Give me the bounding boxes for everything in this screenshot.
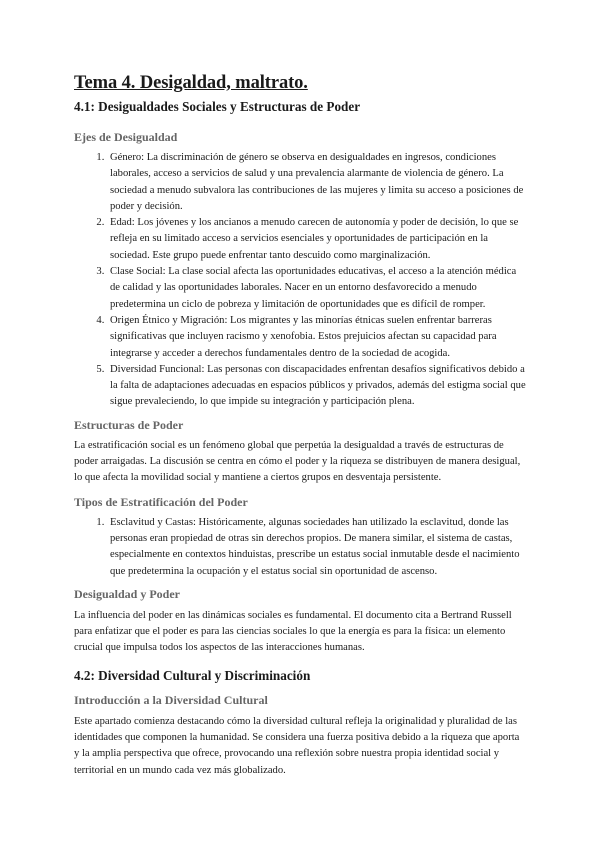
estructuras-paragraph: La estratificación social es un fenómeno global que perpetúa la desigualdad a través de estructuras de poder arraigadas. La discusión se centra en cómo el poder y la riqueza se distribuyen de manera desigual, lo que afecta la movilidad social y mantiene a ciertos grupos en desventaja persistente. bbox=[74, 439, 521, 484]
section-1-heading: 4.1: Desigualdades Sociales y Estructuras de Poder bbox=[74, 99, 361, 114]
list-item: 5. Diversidad Funcional: Las personas con discapacidades enfrentan desafíos significativos debido a la falta de adaptaciones adecuadas en espacios públicos y privados, además del estigma social que sigue prevaleciendo, lo que impide su integración y participación plena. bbox=[107, 362, 526, 411]
section-2-heading: 4.2: Diversidad Cultural y Discriminación bbox=[74, 667, 311, 683]
page-title: Tema 4. Desigaldad, maltrato. bbox=[74, 73, 308, 93]
ejes-heading: Ejes de Desigualdad bbox=[74, 130, 178, 144]
estructuras-heading: Estructuras de Poder bbox=[74, 417, 184, 432]
list-item: 1. Esclavitud y Castas: Históricamente, algunas sociedades han utilizado la esclavitud, donde las personas eran propiedad de otras sin derechos propios. De manera similar, el sistema de castas, especialmente en contextos hinduistas, prescribe un estatus social inmutable desde el nacimiento que predetermina la ocupación y el estatus social sin oportunidad de ascenso. bbox=[107, 515, 526, 580]
intro-heading: Introducción a la Diversidad Cultural bbox=[74, 692, 268, 707]
desigualdad-poder-paragraph: La influencia del poder en las dinámicas sociales es fundamental. El documento cita a Bertrand Russell para enfatizar que el poder es para las ciencias sociales lo que la energía es para la física: un elemento crucial que impulsa todos los aspectos de las interacciones humanas. bbox=[74, 609, 512, 654]
list-item: 3. Clase Social: La clase social afecta las oportunidades educativas, el acceso a la atención médica de calidad y las oportunidades laborales. Nacer en un entorno desfavorecido a menudo predetermina un ciclo de pobreza y limitación de oportunidades que es difícil de romper. bbox=[107, 264, 526, 313]
list-item: 4. Origen Étnico y Migración: Los migrantes y las minorías étnicas suelen enfrentar barreras significativas que incluyen racismo y xenofobia. Estos prejuicios afectan su capacidad para integrarse y acceder a derechos fundamentales dentro de la sociedad de acogida. bbox=[107, 313, 526, 362]
tipos-heading: Tipos de Estratificación del Poder bbox=[74, 494, 248, 509]
list-item: 2. Edad: Los jóvenes y los ancianos a menudo carecen de autonomía y poder de decisión, lo que se refleja en su limitado acceso a servicios esenciales y oportunidades de participación en la sociedad. Este grupo puede enfrentar tanto descuido como marginalización. bbox=[107, 215, 526, 264]
tipos-list bbox=[74, 515, 526, 580]
intro-paragraph: Este apartado comienza destacando cómo la diversidad cultural refleja la originalidad y pluralidad de las identidades que componen la humanidad. Se considera una fuerza positiva debido a la riqueza que aporta y la amplia perspectiva que ofrece, provocando una reflexión sobre nuestra propia identidad social y territorial en un mundo cada vez más globalizado. bbox=[74, 715, 520, 776]
list-item: 1. Género: La discriminación de género se observa en desigualdades en ingresos, condiciones laborales, acceso a servicios de salud y una prevalencia alarmante de violencia de género. La sociedad a menudo subvalora las contribuciones de las mujeres y limita su acceso a posiciones de poder y decisión. bbox=[107, 150, 526, 215]
document-page bbox=[74, 72, 526, 779]
desigualdad-poder-heading: Desigualdad y Poder bbox=[74, 586, 181, 601]
ejes-list bbox=[74, 150, 526, 411]
